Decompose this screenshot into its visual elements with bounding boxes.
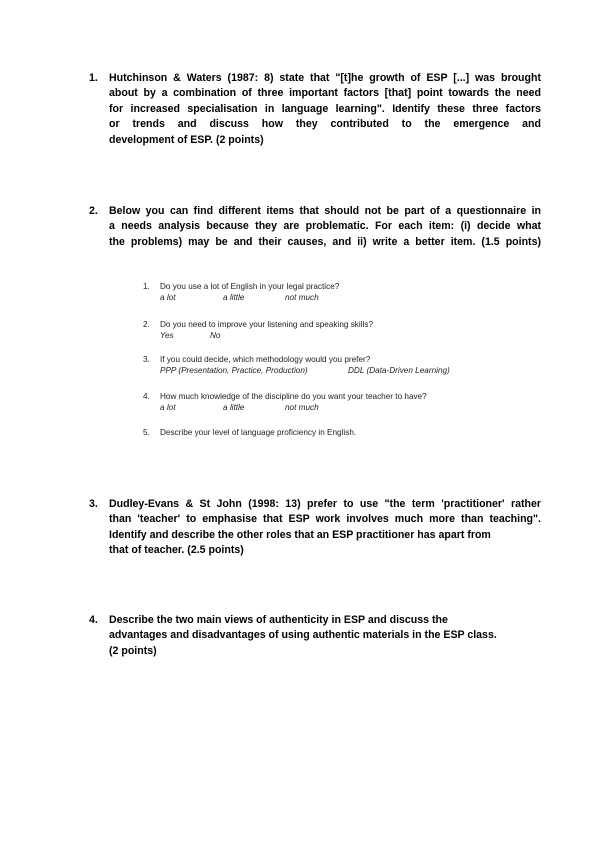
item-option: No [210, 331, 221, 340]
item-option: a lot [160, 403, 176, 412]
question-number: 3. [89, 498, 98, 510]
item-text: Describe your level of language proficiency in English. [160, 428, 357, 437]
question-line: Dudley-Evans & St John (1998: 13) prefer to use "the term 'practitioner' rather [109, 498, 541, 510]
question-line: (2 points) [109, 644, 157, 657]
question-text [109, 71, 541, 148]
item-number: 4. [143, 392, 150, 401]
question-number: 2. [89, 205, 98, 217]
question-line: advantages and disadvantages of using authentic materials in the ESP class. [109, 629, 497, 642]
question-text [109, 204, 541, 250]
question-line: about by a combination of three important factors [that] point towards the need [109, 87, 541, 100]
question-number: 1. [89, 72, 98, 84]
question-line: a needs analysis because they are problematic. For each item: (i) decide what [109, 220, 541, 233]
item-option: a little [223, 403, 245, 412]
question-line: Identify and describe the other roles that an ESP practitioner has apart from [109, 528, 491, 541]
question-line: the problems) may be and their causes, and ii) write a better item. (1.5 points) [109, 235, 541, 248]
item-option: a little [223, 293, 245, 302]
question-line: or trends and discuss how they contributed to the emergence and [109, 118, 541, 131]
item-option: not much [285, 293, 319, 302]
question-line: for increased specialisation in language learning". Identify these three factors [109, 102, 541, 115]
question-text [109, 497, 541, 559]
item-text: Do you need to improve your listening and speaking skills? [160, 320, 373, 329]
item-number: 5. [143, 428, 150, 437]
item-option: a lot [160, 293, 176, 302]
question-line: Below you can find different items that should not be part of a questionnaire in [109, 205, 541, 217]
item-option: not much [285, 403, 319, 412]
question-line: Describe the two main views of authenticity in ESP and discuss the [109, 614, 448, 626]
question-number: 4. [89, 614, 98, 626]
item-number: 2. [143, 320, 150, 329]
question-text [109, 613, 541, 659]
item-text: Do you use a lot of English in your legal practice? [160, 282, 340, 291]
item-text: How much knowledge of the discipline do you want your teacher to have? [160, 392, 427, 401]
question-line: development of ESP. (2 points) [109, 133, 264, 146]
item-text: If you could decide, which methodology would you prefer? [160, 355, 371, 364]
question-line: Hutchinson & Waters (1987: 8) state that "[t]he growth of ESP [...] was brought [109, 72, 541, 84]
question-line: that of teacher. (2.5 points) [109, 544, 244, 557]
item-option: PPP (Presentation, Practice, Production) [160, 366, 308, 375]
question-line: than 'teacher' to emphasise that ESP work involves much more than teaching". [109, 513, 541, 526]
item-option: Yes [160, 331, 174, 340]
item-number: 1. [143, 282, 150, 291]
item-number: 3. [143, 355, 150, 364]
item-option: DDL (Data-Driven Learning) [348, 366, 450, 375]
